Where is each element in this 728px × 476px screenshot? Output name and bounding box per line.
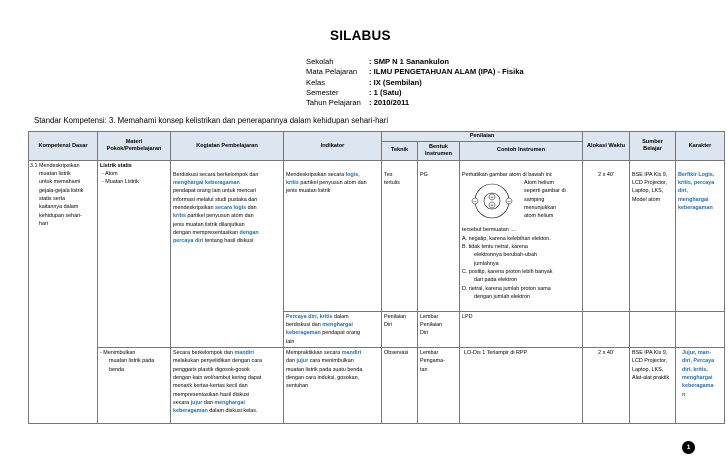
info-value: : 1 (Satu) [369, 87, 402, 97]
col-karakter: Karakter [676, 132, 725, 161]
col-teknik: Teknik [382, 141, 418, 160]
col-penilaian: Penilaian [382, 132, 583, 142]
kegiatan-cell: Secara berkelompok dan mandiri melakukan penyelidikan dengan cara penggaris plastik digosok-gosok dengan kain wol/rambut kering dapat menarik kertas-kertas kecil dan mempresentasikan hasil diskusi secara jujur dan menghargai keberagaman dalam diskusi kelas. [171, 347, 284, 423]
alokasi-cell: 2 x 40' [583, 160, 630, 311]
page-number-badge: 1 [682, 441, 695, 454]
teknik-cell: Tes tertulis [382, 160, 418, 311]
indikator-cell: Mendeskripsikan secara logis, kritis partikel penyusun atom dan jenis muatan listrik [284, 160, 382, 311]
syllabus-table [28, 131, 725, 424]
contoh-cell: LO-Dis 1 Terlampir di RPP [460, 347, 583, 423]
karakter-cell: Jujur, man- diri, Percaya diri, kritis, menghargai keberagama n [676, 347, 725, 423]
info-label: Semester [306, 87, 339, 97]
col-bentuk: Bentuk Instrumen [418, 141, 460, 160]
info-label: Kelas [306, 77, 325, 87]
svg-text:−: − [507, 199, 511, 205]
info-value: : SMP N 1 Sanankulon [369, 57, 450, 66]
indikator-cell: Mempraktikkan secara mandiri dan jujur cara menimbulkan muatan listrik pada suatu benda dengan cara induksi, gosokan, sentuhan [284, 347, 382, 423]
contoh-cell: LPD [460, 311, 583, 347]
teknik-cell: Penilaian Diri [382, 311, 418, 347]
col-materi: Materi Pokok/Pembelajaran [98, 132, 171, 161]
col-kd: Kompetensi Dasar [29, 132, 98, 161]
teknik-cell: Observasi [382, 347, 418, 423]
atom-icon [462, 179, 522, 223]
standar-kompetensi: Standar Kompetensi: 3. Memahami konsep kelistrikan dan penerapannya dalam kehidupan sehari-hari [34, 116, 389, 125]
page-title: SILABUS [330, 28, 391, 43]
info-label: Sekolah [306, 57, 334, 66]
indikator-cell: Percaya diri, kritis dalam berdiskusi dan menghargai keberagaman pendapat orang lain [284, 311, 382, 347]
col-alokasi: Alokasi Waktu [583, 132, 630, 161]
materi-cell: - Menimbulkan muatan listrik pada benda [98, 347, 171, 423]
bentuk-cell: Lembar Penilaian Diri [418, 311, 460, 347]
info-value: : ILMU PENGETAHUAN ALAM (IPA) - Fisika [369, 67, 524, 77]
info-block [306, 57, 524, 108]
col-kegiatan: Kegiatan Pembelajaran [171, 132, 284, 161]
sumber-cell: BSE IPA Kls 9, LCD Projector, Laptop, LKS, Model atom [630, 160, 676, 311]
svg-text:+: + [490, 203, 494, 209]
table-row [29, 347, 725, 423]
table-row [29, 160, 725, 311]
contoh-cell: Perhatikan gambar atom di bawah ini: + + − − Atom helium seperti gambar di samping menunjukkan atom helium tersebut bermuatan .... A. negatip, karena kelebihan elekton. B. tidak tentu netral, karena elektronnya berubah-ubah jumlahnya C. positip, karena proton lebih banyak dari pada elektron D. netral, karena jumlah proton sama dengan jumlah elektron [460, 160, 583, 311]
info-value: : IX (Sembilan) [369, 77, 422, 87]
karakter-cell: Berfikir Logis, kritis, percaya diri, menghargai keberagaman [676, 160, 725, 311]
info-value: : 2010/2011 [369, 98, 410, 108]
svg-text:−: − [473, 199, 477, 205]
helium-atom-diagram [462, 179, 522, 226]
svg-text:+: + [490, 195, 494, 201]
kegiatan-cell: Berdiskusi secara berkelompok dan menghargai keberagaman pendapat orang lain untuk mencari informasi melalui studi pustaka dan mendeskripsikan secara logis dan kritis partikel penyusun atom dan jenis muatan listrik dilanjutkan dengan mempresentasikan dengan percaya diri tentang hasil diskusi [171, 160, 284, 347]
info-label: Tahun Pelajaran [306, 98, 361, 108]
bentuk-cell: PG [418, 160, 460, 311]
alokasi-cell: 2 x 40' [583, 347, 630, 423]
col-indikator: Indikator [284, 132, 382, 161]
sumber-cell: BSE IPA Kls 9, LCD Projector, Laptop, LKS, Alat-alat praktik [630, 347, 676, 423]
col-sumber: Sumber Belajar [630, 132, 676, 161]
info-label: Mata Pelajaran [306, 67, 358, 77]
bentuk-cell: Lembar Pengama- tan [418, 347, 460, 423]
kd-cell: 3.1 Mendeskripsikan muatan listrik untuk memahami gejala-gejala listrik statis serta kaitannya dalam kehidupan sehari- hari [29, 160, 98, 423]
col-contoh: Contoh Instrumen [460, 141, 583, 160]
materi-cell: Listrik statis - Atom - Muatan Listrik [98, 160, 171, 347]
